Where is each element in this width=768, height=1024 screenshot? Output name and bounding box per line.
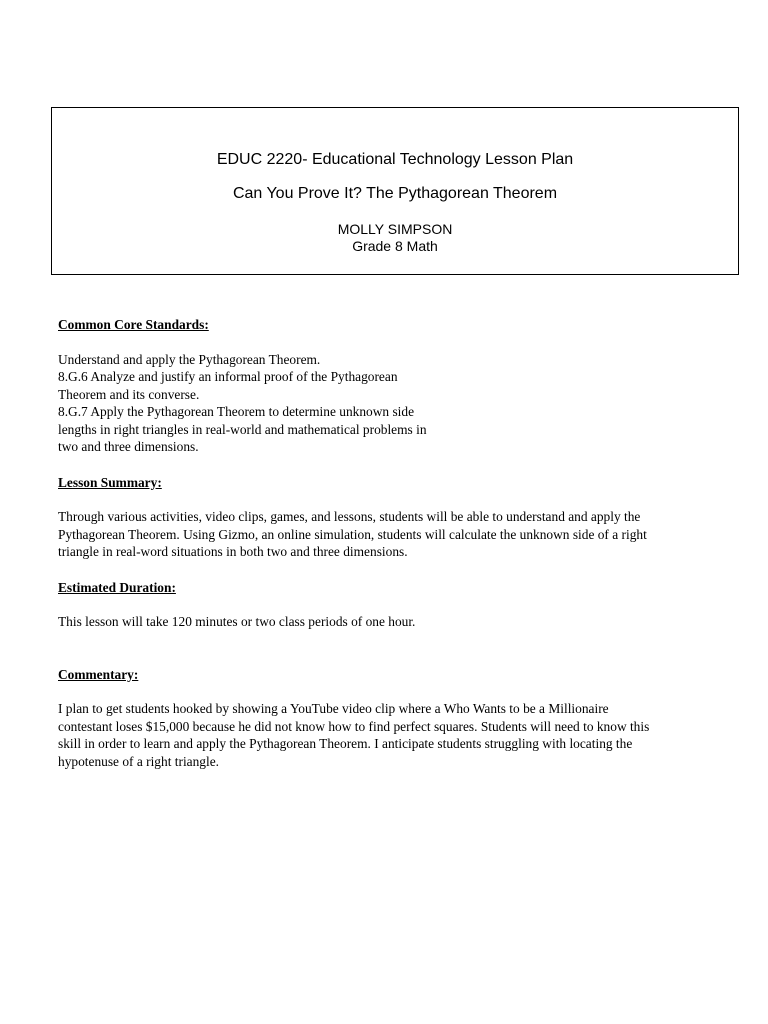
- standards-section: [58, 351, 488, 456]
- duration-text: This lesson will take 120 minutes or two class periods of one hour.: [58, 614, 416, 629]
- lesson-body: [58, 316, 734, 770]
- summary-line: Through various activities, video clips, games, and lessons, students will be able to understand and apply the: [58, 509, 641, 524]
- summary-section: [58, 508, 734, 561]
- summary-line: Pythagorean Theorem. Using Gizmo, an online simulation, students will calculate the unknown side of a right: [58, 526, 647, 542]
- standards-line: Theorem and its converse.: [58, 386, 200, 402]
- summary-line: triangle in real-word situations in both two and three dimensions.: [58, 544, 408, 559]
- grade-level: Grade 8 Math: [352, 238, 438, 254]
- commentary-heading: Commentary:: [58, 666, 139, 682]
- summary-heading: Lesson Summary:: [58, 474, 162, 490]
- commentary-line: hypotenuse of a right triangle.: [58, 753, 220, 769]
- standards-line: 8.G.7 Apply the Pythagorean Theorem to determine unknown side: [58, 404, 415, 419]
- author-name: MOLLY SIMPSON: [337, 221, 453, 237]
- title-box: [51, 107, 739, 275]
- standards-line: lengths in right triangles in real-world and mathematical problems in: [58, 421, 427, 437]
- standards-heading: Common Core Standards:: [58, 317, 209, 332]
- standards-line: two and three dimensions.: [58, 439, 199, 454]
- commentary-line: contestant loses $15,000 because he did not know how to find perfect squares. Students will need to know this: [58, 718, 650, 734]
- lesson-title: Can You Prove It? The Pythagorean Theorem: [232, 185, 558, 202]
- commentary-section: [58, 700, 734, 770]
- course-title: EDUC 2220- Educational Technology Lesson Plan: [216, 151, 574, 168]
- standards-line: 8.G.6 Analyze and justify an informal proof of the Pythagorean: [58, 369, 398, 384]
- standards-line: Understand and apply the Pythagorean Theorem.: [58, 351, 321, 367]
- duration-heading: Estimated Duration:: [58, 579, 176, 595]
- commentary-line: skill in order to learn and apply the Pythagorean Theorem. I anticipate students struggling with locating the: [58, 736, 633, 751]
- commentary-line: I plan to get students hooked by showing a YouTube video clip where a Who Wants to be a Millionaire: [58, 701, 609, 716]
